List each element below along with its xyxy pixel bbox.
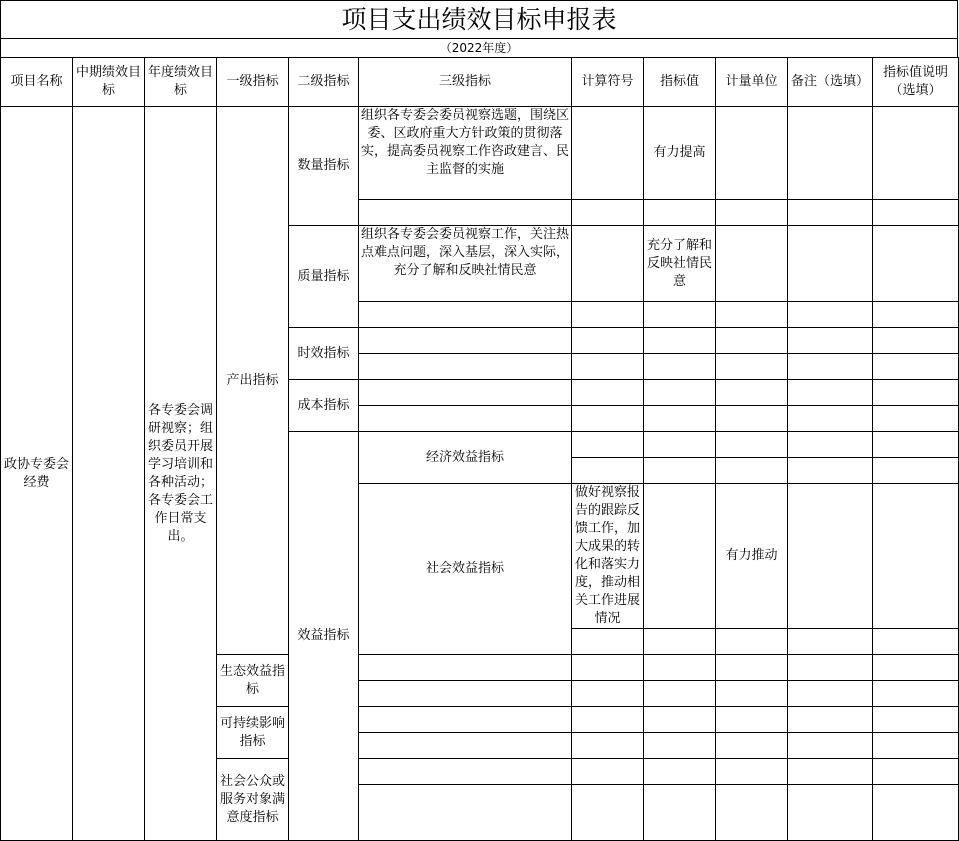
remarks-cell	[788, 107, 873, 200]
level2-social: 社会效益指标	[359, 484, 572, 655]
level2-quantity: 数量指标	[289, 107, 359, 226]
form-title: 项目支出绩效目标申报表	[0, 0, 958, 38]
value-social: 有力推动	[716, 484, 788, 629]
header-value-description: 指标值说明（选填）	[873, 58, 959, 107]
header-indicator-value: 指标值	[644, 58, 716, 107]
annual-goal-cell: 各专委会调研视察；组织委员开展学习培训和各种活动；各专委会工作日常支出。	[145, 107, 217, 841]
value-description-cell	[873, 226, 959, 302]
level2-sustainable: 可持续影响指标	[217, 707, 289, 759]
level2-timeliness: 时效指标	[289, 328, 359, 380]
header-project-name: 项目名称	[1, 58, 73, 107]
level1-benefit: 效益指标	[289, 432, 359, 841]
header-level1: 一级指标	[217, 58, 289, 107]
level3-quantity: 组织各专委会委员视察选题，围绕区委、区政府重大方针政策的贯彻落实，提高委员视察工作咨政建言、民主监督的实施	[359, 107, 572, 200]
level3-quality: 组织各专委会委员视察工作，关注热点难点问题，深入基层，深入实际，充分了解和反映社情民意	[359, 226, 572, 302]
remarks-cell	[873, 484, 959, 629]
unit-cell	[716, 226, 788, 302]
level1-output: 产出指标	[217, 107, 289, 655]
level2-satisfaction: 社会公众或服务对象满意度指标	[217, 759, 289, 841]
header-mid-term-goal: 中期绩效目标	[73, 58, 145, 107]
calc-symbol-cell	[572, 107, 644, 200]
calc-symbol-cell	[572, 226, 644, 302]
remarks-cell	[788, 226, 873, 302]
form-year: （2022年度）	[0, 38, 958, 58]
header-calc-symbol: 计算符号	[572, 58, 644, 107]
value-description-cell	[873, 107, 959, 200]
table-row	[1, 107, 959, 200]
header-unit: 计量单位	[716, 58, 788, 107]
project-name-cell: 政协专委会经费	[1, 107, 73, 841]
unit-cell	[716, 107, 788, 200]
level2-quality: 质量指标	[289, 226, 359, 328]
header-annual-goal: 年度绩效目标	[145, 58, 217, 107]
header-remarks: 备注（选填）	[788, 58, 873, 107]
level3-social: 做好视察报告的跟踪反馈工作，加大成果的转化和落实力度，推动相关工作进展情况	[572, 484, 644, 629]
value-quantity: 有力提高	[644, 107, 716, 200]
calc-symbol-cell	[644, 484, 716, 629]
header-row	[1, 58, 959, 107]
performance-table	[0, 57, 959, 841]
value-quality: 充分了解和反映社情民意	[644, 226, 716, 302]
header-level3: 三级指标	[359, 58, 572, 107]
header-level2: 二级指标	[289, 58, 359, 107]
unit-cell	[788, 484, 873, 629]
level2-economic: 经济效益指标	[359, 432, 572, 484]
level2-ecological: 生态效益指标	[217, 655, 289, 707]
mid-term-goal-cell	[73, 107, 145, 841]
level2-cost: 成本指标	[289, 380, 359, 432]
